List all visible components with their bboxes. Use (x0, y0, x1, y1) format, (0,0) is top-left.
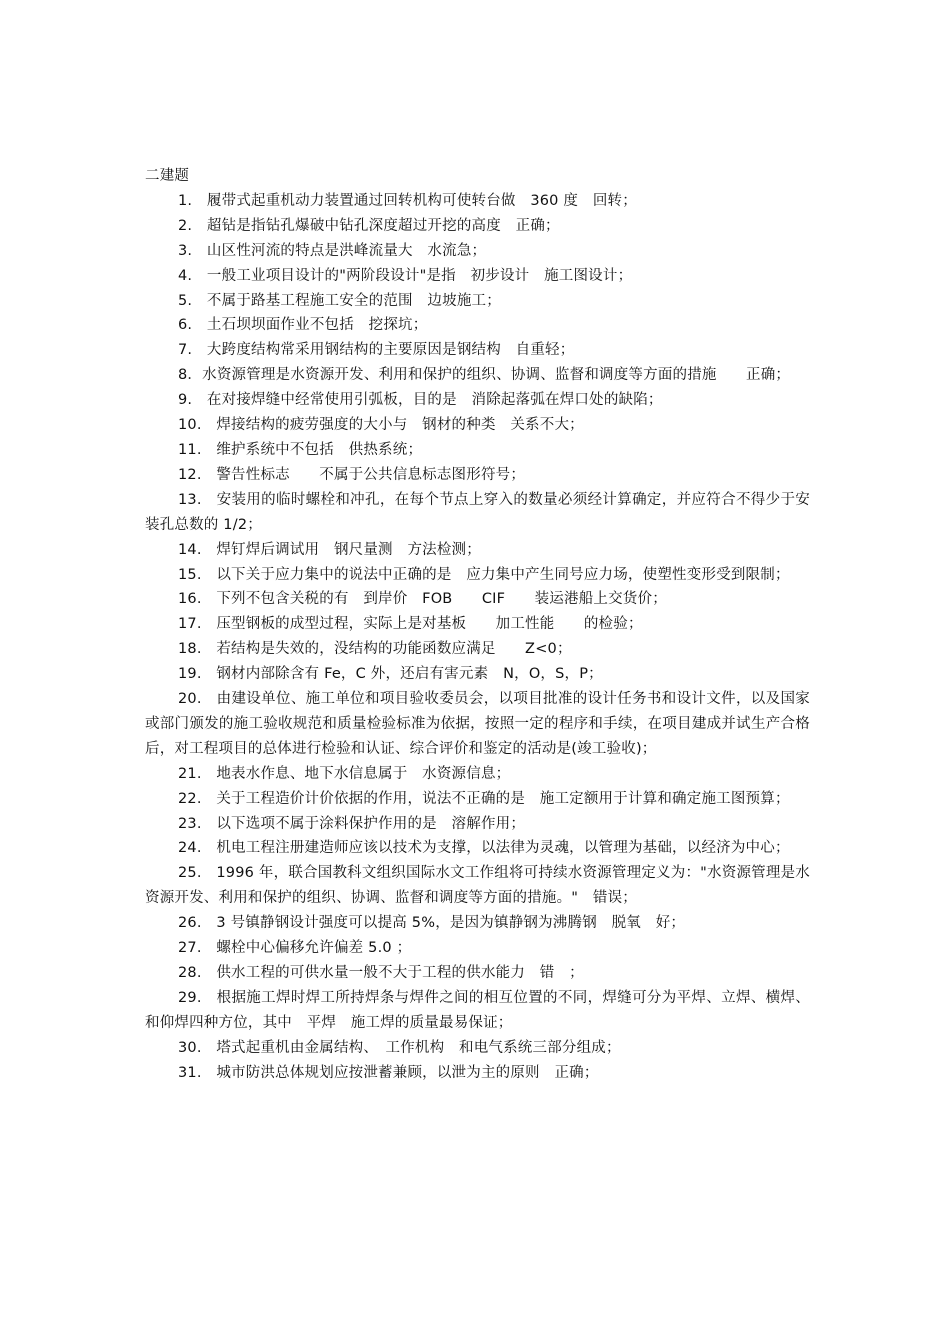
question-list (145, 189, 810, 1086)
list-item: 1. 履带式起重机动力装置通过回转机构可使转台做 360 度 回转； (178, 192, 637, 209)
list-item: 17. 压型钢板的成型过程，实际上是对基板 加工性能 的检验； (178, 616, 643, 633)
list-item: 7. 大跨度结构常采用钢结构的主要原因是钢结构 自重轻； (178, 342, 575, 359)
list-item: 28. 供水工程的可供水量一般不大于工程的供水能力 错 ； (178, 965, 584, 981)
list-item: 3. 山区性河流的特点是洪峰流量大 水流急； (178, 242, 487, 259)
list-item: 29. 根据施工焊时焊工所持焊条与焊件之间的相互位置的不同，焊缝可分为平焊、立焊、横焊、和仰焊四种方位，其中 平焊 施工焊的质量最易保证； (145, 989, 810, 1031)
document-body (145, 164, 810, 1086)
list-item: 30. 塔式起重机由金属结构、 工作机构 和电气系统三部分组成； (178, 1039, 621, 1056)
list-item: 26. 3 号镇静钢设计强度可以提高 5%，是因为镇静钢为沸腾钢 脱氧 好； (178, 915, 686, 932)
list-item: 31. 城市防洪总体规划应按泄蓄兼顾，以泄为主的原则 正确； (178, 1064, 599, 1081)
list-item: 8．水资源管理是水资源开发、利用和保护的组织、协调、监督和调度等方面的措施 正确； (178, 367, 791, 384)
list-item: 9. 在对接焊缝中经常使用引弧板，目的是 消除起落弧在焊口处的缺陷； (178, 392, 663, 409)
list-item: 23. 以下选项不属于涂料保护作用的是 溶解作用； (178, 815, 526, 832)
list-item: 19. 钢材内部除含有 Fe，C 外，还启有害元素 N，O，S，P； (178, 666, 603, 683)
list-item: 13. 安装用的临时螺栓和冲孔，在每个节点上穿入的数量必须经计算确定，并应符合不得少于安装孔总数的 1/2； (145, 491, 810, 533)
list-item: 10. 焊接结构的疲劳强度的大小与 钢材的种类 关系不大； (178, 417, 584, 434)
list-item: 2. 超钻是指钻孔爆破中钻孔深度超过开挖的高度 正确； (178, 217, 560, 234)
list-item: 5. 不属于路基工程施工安全的范围 边坡施工； (178, 292, 501, 309)
list-item: 18. 若结构是失效的，没结构的功能函数应满足 Z<0； (178, 641, 572, 658)
list-item: 20. 由建设单位、施工单位和项目验收委员会，以项目批准的设计任务书和设计文件，以及国家或部门颁发的施工验收规范和质量检验标准为依据，按照一定的程序和手续，在项目建成并试生产合格后，对工程项目的总体进行检验和认证、综合评价和鉴定的活动是(竣工验收)； (145, 691, 810, 757)
list-item: 25. 1996 年，联合国教科文组织国际水文工作组将可持续水资源管理定义为："水资源管理是水资源开发、利用和保护的组织、协调、监督和调度等方面的措施。" 错误； (145, 865, 810, 907)
list-item: 6. 土石坝坝面作业不包括 挖探坑； (178, 317, 428, 334)
list-item: 24. 机电工程注册建造师应该以技术为支撑，以法律为灵魂，以管理为基础，以经济为中心； (178, 840, 790, 857)
list-item: 22. 关于工程造价计价依据的作用，说法不正确的是 施工定额用于计算和确定施工图预算； (178, 790, 790, 807)
list-item: 14. 焊钉焊后调试用 钢尺量测 方法检测； (178, 541, 481, 558)
document-title: 二建题 (145, 168, 190, 184)
list-item: 15. 以下关于应力集中的说法中正确的是 应力集中产生同号应力场，使塑性变形受到限制； (178, 566, 790, 583)
list-item: 16. 下列不包含关税的有 到岸价 FOB CIF 装运港船上交货价； (178, 591, 667, 608)
list-item: 21. 地表水作息、地下水信息属于 水资源信息； (178, 765, 511, 782)
list-item: 27. 螺栓中心偏移允许偏差 5.0 ； (178, 940, 412, 957)
list-item: 4. 一般工业项目设计的"两阶段设计"是指 初步设计 施工图设计； (178, 267, 633, 284)
list-item: 11. 维护系统中不包括 供热系统； (178, 441, 423, 458)
list-item: 12. 警告性标志 不属于公共信息标志图形符号； (178, 466, 526, 483)
